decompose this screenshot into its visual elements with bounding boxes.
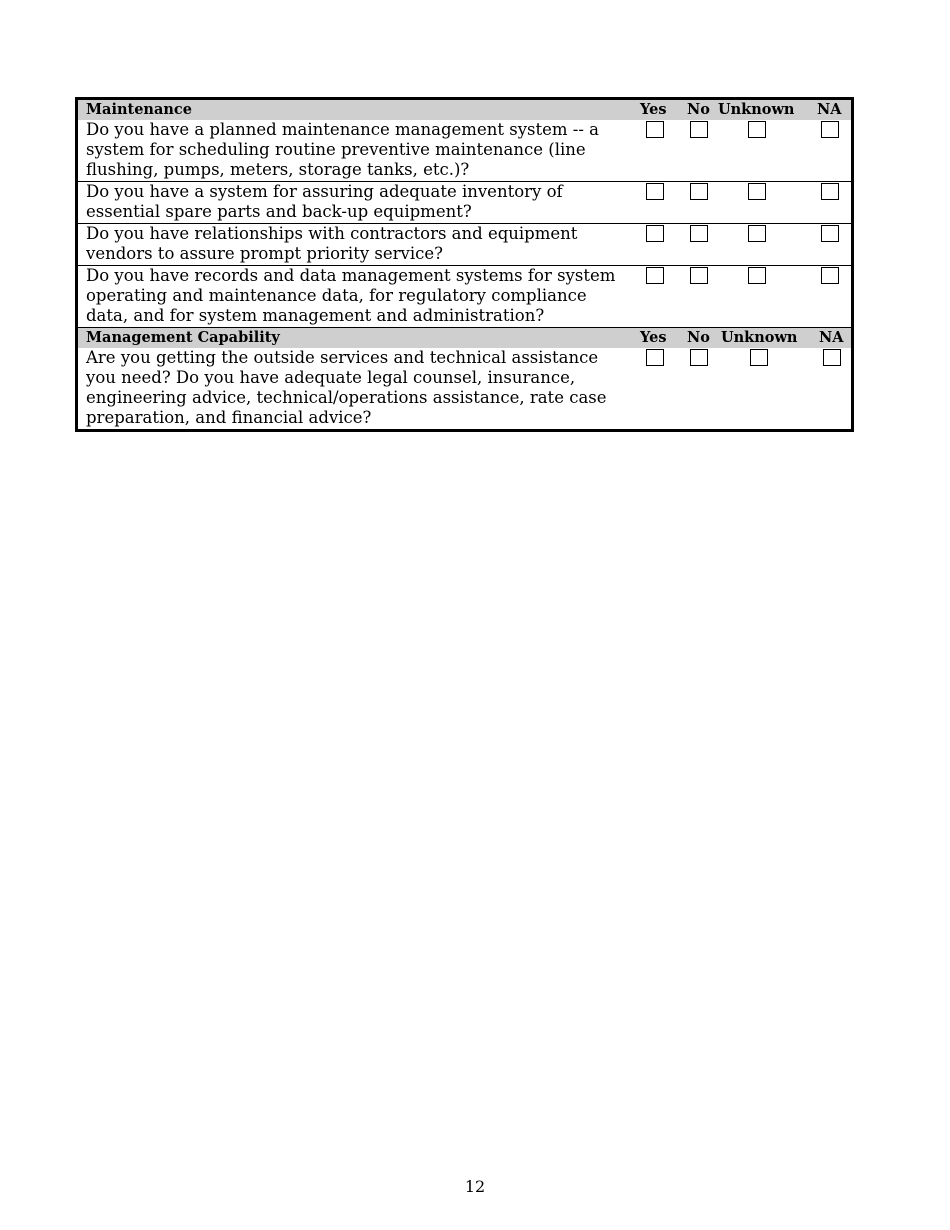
question-text: Are you getting the outside services and technical assistance you need? Do you have adequate legal counsel, insurance, engineering advice, technical/operations assistance, rate case preparation, and financial advice? bbox=[86, 348, 607, 427]
checkbox-unknown[interactable] bbox=[748, 121, 766, 138]
checkbox-no[interactable] bbox=[690, 349, 708, 366]
question-text: Do you have a system for assuring adequate inventory of essential spare parts and back-up equipment? bbox=[86, 182, 563, 221]
section-maintenance bbox=[78, 100, 851, 327]
section-header bbox=[78, 327, 851, 348]
checkbox-no[interactable] bbox=[690, 225, 708, 242]
question-text: Do you have relationships with contractors and equipment vendors to assure prompt priority service? bbox=[86, 224, 578, 263]
checkbox-unknown[interactable] bbox=[748, 183, 766, 200]
section-management-capability bbox=[78, 327, 851, 429]
column-header-na: NA bbox=[817, 101, 842, 118]
column-header-unknown: Unknown bbox=[718, 101, 795, 118]
checkbox-na[interactable] bbox=[821, 267, 839, 284]
question-row bbox=[78, 181, 851, 223]
checklist-form bbox=[75, 97, 854, 432]
checkbox-na[interactable] bbox=[823, 349, 841, 366]
column-header-yes: Yes bbox=[640, 329, 667, 346]
question-text: Do you have records and data management systems for system operating and maintenance data, for regulatory compliance data, and for system management and administration? bbox=[86, 266, 616, 325]
page-number: 12 bbox=[464, 1177, 486, 1196]
question-row bbox=[78, 120, 851, 181]
checkbox-unknown[interactable] bbox=[750, 349, 768, 366]
checkbox-yes[interactable] bbox=[646, 225, 664, 242]
section-header bbox=[78, 100, 851, 120]
checkbox-na[interactable] bbox=[821, 225, 839, 242]
question-row bbox=[78, 348, 851, 429]
column-header-na: NA bbox=[819, 329, 844, 346]
question-text: Do you have a planned maintenance management system -- a system for scheduling routine preventive maintenance (line flushing, pumps, meters, storage tanks, etc.)? bbox=[86, 120, 599, 179]
checkbox-yes[interactable] bbox=[646, 349, 664, 366]
question-row bbox=[78, 223, 851, 265]
checkbox-na[interactable] bbox=[821, 121, 839, 138]
checkbox-yes[interactable] bbox=[646, 183, 664, 200]
checkbox-no[interactable] bbox=[690, 267, 708, 284]
column-header-no: No bbox=[687, 101, 710, 118]
checkbox-no[interactable] bbox=[690, 121, 708, 138]
checkbox-no[interactable] bbox=[690, 183, 708, 200]
column-header-no: No bbox=[687, 329, 710, 346]
checkbox-na[interactable] bbox=[821, 183, 839, 200]
section-title: Maintenance bbox=[86, 101, 192, 118]
column-header-unknown: Unknown bbox=[721, 329, 798, 346]
checkbox-unknown[interactable] bbox=[748, 225, 766, 242]
column-header-yes: Yes bbox=[640, 101, 667, 118]
checkbox-yes[interactable] bbox=[646, 121, 664, 138]
section-title: Management Capability bbox=[86, 329, 280, 346]
checkbox-yes[interactable] bbox=[646, 267, 664, 284]
question-row bbox=[78, 265, 851, 327]
checkbox-unknown[interactable] bbox=[748, 267, 766, 284]
